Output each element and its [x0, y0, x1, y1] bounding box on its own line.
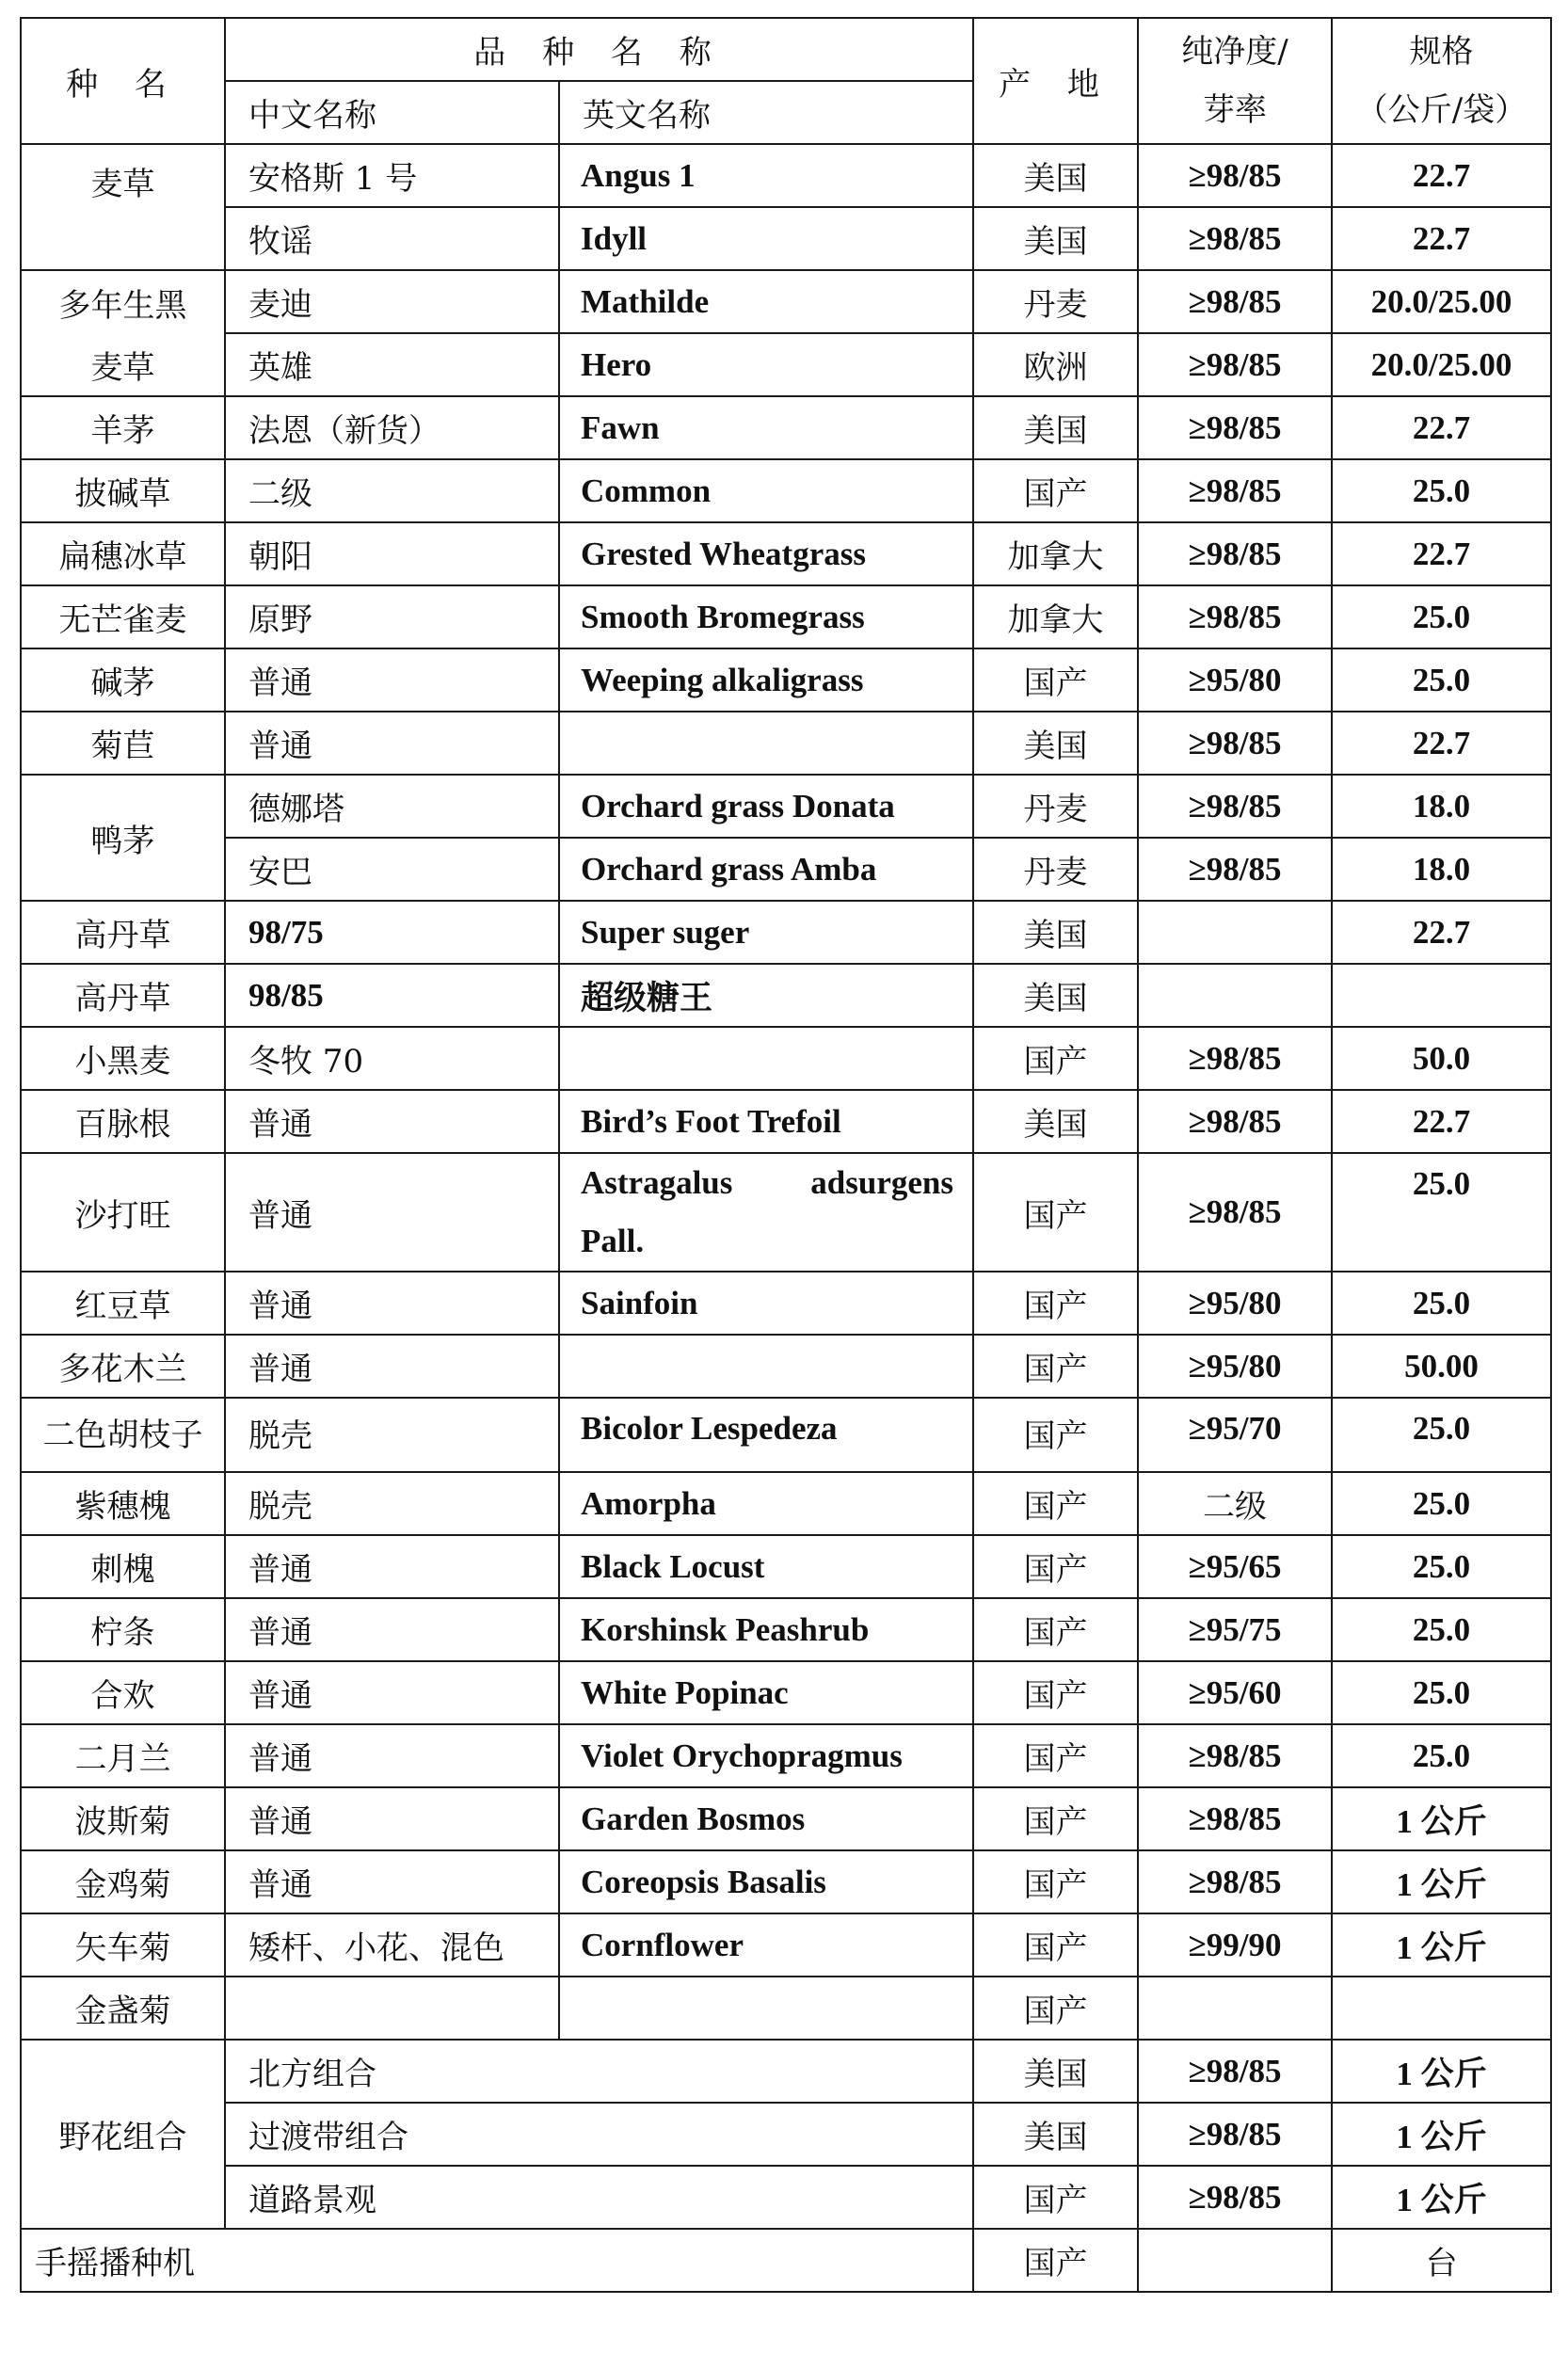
table-row [21, 964, 1551, 1027]
cn-name-cell: 安格斯 1 号 [225, 144, 559, 207]
origin-cell: 国产 [973, 1787, 1138, 1850]
purity-cell [1138, 964, 1332, 1027]
species-cell: 麦草 [21, 333, 225, 396]
species-cell: 菊苣 [21, 712, 225, 775]
en-name-cell: Astragalus adsurgens Pall. [559, 1153, 973, 1272]
purity-cell: ≥95/80 [1138, 1272, 1332, 1335]
cn-name-cell: 普通 [225, 1850, 559, 1913]
cn-name-cell: 普通 [225, 1090, 559, 1153]
cn-name-cell: 冬牧 70 [225, 1027, 559, 1090]
origin-cell: 美国 [973, 901, 1138, 964]
species-cell: 小黑麦 [21, 1027, 225, 1090]
species-cell: 披碱草 [21, 459, 225, 522]
species-cell: 合欢 [21, 1661, 225, 1724]
table-row [21, 712, 1551, 775]
en-name-cell [559, 1977, 973, 2040]
origin-cell: 国产 [973, 1398, 1138, 1472]
purity-cell: ≥98/85 [1138, 1724, 1332, 1787]
seed-price-table [20, 17, 1552, 2293]
species-cell: 碱茅 [21, 648, 225, 712]
spec-cell [1332, 964, 1551, 1027]
origin-cell: 国产 [973, 1977, 1138, 2040]
purity-cell: 二级 [1138, 1472, 1332, 1535]
purity-cell: ≥98/85 [1138, 144, 1332, 207]
purity-cell: ≥95/65 [1138, 1535, 1332, 1598]
table-row [21, 775, 1551, 838]
spec-cell: 25.0 [1332, 1724, 1551, 1787]
cn-name-cell: 德娜塔 [225, 775, 559, 838]
purity-cell [1138, 901, 1332, 964]
table-row [21, 2229, 1551, 2292]
origin-cell: 国产 [973, 1272, 1138, 1335]
spec-cell: 22.7 [1332, 207, 1551, 270]
purity-cell: ≥98/85 [1138, 1090, 1332, 1153]
origin-cell: 美国 [973, 964, 1138, 1027]
spec-cell: 1 公斤 [1332, 2166, 1551, 2229]
spec-cell: 22.7 [1332, 901, 1551, 964]
origin-cell: 国产 [973, 648, 1138, 712]
cn-name-cell: 普通 [225, 712, 559, 775]
en-name-cell: Grested Wheatgrass [559, 522, 973, 585]
table-row [21, 1398, 1551, 1472]
spec-cell: 22.7 [1332, 144, 1551, 207]
purity-cell: ≥98/85 [1138, 838, 1332, 901]
table-row [21, 1977, 1551, 2040]
spec-cell: 25.0 [1332, 1472, 1551, 1535]
origin-cell: 美国 [973, 1090, 1138, 1153]
table-row [21, 648, 1551, 712]
en-name-cell: Smooth Bromegrass [559, 585, 973, 648]
species-cell: 波斯菊 [21, 1787, 225, 1850]
purity-cell: ≥98/85 [1138, 1787, 1332, 1850]
origin-cell: 加拿大 [973, 585, 1138, 648]
table-row [21, 585, 1551, 648]
spec-cell: 1 公斤 [1332, 2103, 1551, 2166]
cn-name-cell: 脱壳 [225, 1398, 559, 1472]
purity-cell: ≥95/60 [1138, 1661, 1332, 1724]
purity-cell: ≥95/70 [1138, 1398, 1332, 1472]
purity-cell: ≥98/85 [1138, 2103, 1332, 2166]
header-purity [1138, 18, 1332, 144]
en-name-cell: Coreopsis Basalis [559, 1850, 973, 1913]
species-cell: 羊茅 [21, 396, 225, 459]
spec-cell: 25.0 [1332, 1153, 1551, 1272]
species-cell: 手摇播种机 [21, 2229, 973, 2292]
spec-cell: 25.0 [1332, 1398, 1551, 1472]
header-en-name: 英文名称 [559, 81, 973, 144]
cn-name-cell: 矮杆、小花、混色 [225, 1913, 559, 1977]
species-cell: 二色胡枝子 [21, 1398, 225, 1472]
cn-name-cell: 脱壳 [225, 1472, 559, 1535]
cn-name-cell: 普通 [225, 1153, 559, 1272]
table-row [21, 207, 1551, 270]
spec-cell: 1 公斤 [1332, 1850, 1551, 1913]
spec-cell: 18.0 [1332, 775, 1551, 838]
species-cell: 无芒雀麦 [21, 585, 225, 648]
species-cell: 鸭茅 [21, 775, 225, 901]
spec-cell: 1 公斤 [1332, 2040, 1551, 2103]
table-row [21, 333, 1551, 396]
spec-cell: 1 公斤 [1332, 1913, 1551, 1977]
table-row [21, 1027, 1551, 1090]
spec-cell: 25.0 [1332, 648, 1551, 712]
spec-cell: 50.0 [1332, 1027, 1551, 1090]
table-row [21, 1724, 1551, 1787]
en-name-cell: Angus 1 [559, 144, 973, 207]
origin-cell: 国产 [973, 459, 1138, 522]
cn-name-cell: 普通 [225, 1724, 559, 1787]
origin-cell: 丹麦 [973, 270, 1138, 333]
table-row [21, 1850, 1551, 1913]
spec-cell: 25.0 [1332, 1272, 1551, 1335]
en-name-cell [559, 712, 973, 775]
species-cell: 刺槐 [21, 1535, 225, 1598]
purity-cell: ≥98/85 [1138, 2040, 1332, 2103]
spec-cell: 20.0/25.00 [1332, 270, 1551, 333]
spec-cell: 22.7 [1332, 712, 1551, 775]
species-cell: 百脉根 [21, 1090, 225, 1153]
cn-name-cell: 普通 [225, 648, 559, 712]
origin-cell: 美国 [973, 2040, 1138, 2103]
header-cn-name: 中文名称 [225, 81, 559, 144]
spec-cell: 20.0/25.00 [1332, 333, 1551, 396]
cn-name-cell: 法恩（新货） [225, 396, 559, 459]
origin-cell: 美国 [973, 396, 1138, 459]
species-cell: 金盏菊 [21, 1977, 225, 2040]
purity-cell: ≥98/85 [1138, 396, 1332, 459]
cn-name-cell: 朝阳 [225, 522, 559, 585]
table-row [21, 2166, 1551, 2229]
origin-cell: 丹麦 [973, 775, 1138, 838]
table-row [21, 2103, 1551, 2166]
en-name-cell: Super suger [559, 901, 973, 964]
en-name-cell: Orchard grass Amba [559, 838, 973, 901]
table-row [21, 396, 1551, 459]
en-name-cell: Sainfoin [559, 1272, 973, 1335]
spec-cell: 50.00 [1332, 1335, 1551, 1398]
purity-cell: ≥98/85 [1138, 1027, 1332, 1090]
purity-cell: ≥98/85 [1138, 1153, 1332, 1272]
cn-name-cell: 北方组合 [225, 2040, 973, 2103]
origin-cell: 丹麦 [973, 838, 1138, 901]
en-name-cell: Hero [559, 333, 973, 396]
species-cell: 野花组合 [21, 2040, 225, 2229]
table-row [21, 459, 1551, 522]
cn-name-cell: 普通 [225, 1272, 559, 1335]
origin-cell: 美国 [973, 207, 1138, 270]
header-species: 种 名 [21, 18, 225, 144]
en-name-cell [559, 1027, 973, 1090]
table-header-row [21, 18, 1551, 81]
en-name-cell: Fawn [559, 396, 973, 459]
table-row [21, 1661, 1551, 1724]
origin-cell: 国产 [973, 1153, 1138, 1272]
cn-name-cell: 安巴 [225, 838, 559, 901]
origin-cell: 美国 [973, 712, 1138, 775]
cn-name-cell: 原野 [225, 585, 559, 648]
spec-cell: 25.0 [1332, 1661, 1551, 1724]
purity-cell: ≥95/75 [1138, 1598, 1332, 1661]
cn-name-cell: 98/75 [225, 901, 559, 964]
origin-cell: 国产 [973, 1598, 1138, 1661]
header-variety: 品 种 名 称 [225, 18, 973, 81]
cn-name-cell: 二级 [225, 459, 559, 522]
en-name-cell: Idyll [559, 207, 973, 270]
species-cell: 矢车菊 [21, 1913, 225, 1977]
species-cell: 二月兰 [21, 1724, 225, 1787]
en-name-cell: Orchard grass Donata [559, 775, 973, 838]
table-row [21, 522, 1551, 585]
table-row [21, 1335, 1551, 1398]
species-cell: 红豆草 [21, 1272, 225, 1335]
table-row [21, 270, 1551, 333]
header-spec-line2: （公斤/袋） [1355, 91, 1528, 129]
cn-name-cell: 98/85 [225, 964, 559, 1027]
species-cell: 扁穗冰草 [21, 522, 225, 585]
species-cell: 多年生黑 [21, 270, 225, 333]
cn-name-cell: 普通 [225, 1335, 559, 1398]
origin-cell: 美国 [973, 2103, 1138, 2166]
purity-cell: ≥95/80 [1138, 1335, 1332, 1398]
en-name-cell: Common [559, 459, 973, 522]
table-row [21, 144, 1551, 207]
en-name-cell: 超级糖王 [559, 964, 973, 1027]
species-cell: 金鸡菊 [21, 1850, 225, 1913]
purity-cell: ≥98/85 [1138, 712, 1332, 775]
origin-cell: 国产 [973, 1472, 1138, 1535]
table-row [21, 1272, 1551, 1335]
table-row [21, 1090, 1551, 1153]
origin-cell: 国产 [973, 1027, 1138, 1090]
species-cell: 高丹草 [21, 901, 225, 964]
spec-cell: 18.0 [1332, 838, 1551, 901]
cn-name-cell: 普通 [225, 1661, 559, 1724]
cn-name-cell: 普通 [225, 1787, 559, 1850]
table-row [21, 1598, 1551, 1661]
purity-cell: ≥98/85 [1138, 522, 1332, 585]
purity-cell: ≥99/90 [1138, 1913, 1332, 1977]
en-name-cell: Black Locust [559, 1535, 973, 1598]
species-cell: 柠条 [21, 1598, 225, 1661]
table-row [21, 901, 1551, 964]
origin-cell: 加拿大 [973, 522, 1138, 585]
origin-cell: 美国 [973, 144, 1138, 207]
spec-cell: 22.7 [1332, 396, 1551, 459]
purity-cell: ≥98/85 [1138, 207, 1332, 270]
cn-name-cell: 牧谣 [225, 207, 559, 270]
purity-cell: ≥95/80 [1138, 648, 1332, 712]
origin-cell: 国产 [973, 2166, 1138, 2229]
en-name-cell: Mathilde [559, 270, 973, 333]
species-cell: 沙打旺 [21, 1153, 225, 1272]
species-cell: 紫穗槐 [21, 1472, 225, 1535]
spec-cell: 1 公斤 [1332, 1787, 1551, 1850]
en-name-cell: Bird’s Foot Trefoil [559, 1090, 973, 1153]
origin-cell: 国产 [973, 1535, 1138, 1598]
en-name-cell: Amorpha [559, 1472, 973, 1535]
header-purity-line2: 芽率 [1203, 91, 1267, 129]
cn-name-cell: 普通 [225, 1535, 559, 1598]
species-cell: 高丹草 [21, 964, 225, 1027]
en-name-cell: Korshinsk Peashrub [559, 1598, 973, 1661]
en-name-cell: White Popinac [559, 1661, 973, 1724]
en-name-cell: Weeping alkaligrass [559, 648, 973, 712]
purity-cell: ≥98/85 [1138, 1850, 1332, 1913]
table-row [21, 1787, 1551, 1850]
species-cell: 多花木兰 [21, 1335, 225, 1398]
cn-name-cell: 英雄 [225, 333, 559, 396]
cn-name-cell: 道路景观 [225, 2166, 973, 2229]
header-purity-line1: 纯净度/ [1181, 33, 1288, 71]
origin-cell: 国产 [973, 1850, 1138, 1913]
table-row [21, 1472, 1551, 1535]
en-name-cell: Violet Orychopragmus [559, 1724, 973, 1787]
en-name-cell [559, 1335, 973, 1398]
spec-cell: 25.0 [1332, 1535, 1551, 1598]
origin-cell: 国产 [973, 1335, 1138, 1398]
table-row [21, 1153, 1551, 1272]
origin-cell: 国产 [973, 1661, 1138, 1724]
en-name-cell: Garden Bosmos [559, 1787, 973, 1850]
table-row [21, 838, 1551, 901]
purity-cell: ≥98/85 [1138, 333, 1332, 396]
purity-cell [1138, 2229, 1332, 2292]
species-cell: 麦草 [21, 144, 225, 270]
cn-name-cell: 麦迪 [225, 270, 559, 333]
cn-name-cell: 过渡带组合 [225, 2103, 973, 2166]
purity-cell: ≥98/85 [1138, 585, 1332, 648]
purity-cell: ≥98/85 [1138, 270, 1332, 333]
origin-cell: 国产 [973, 1913, 1138, 1977]
purity-cell: ≥98/85 [1138, 459, 1332, 522]
header-origin: 产 地 [973, 18, 1138, 144]
cn-name-cell [225, 1977, 559, 2040]
header-spec-line1: 规格 [1409, 33, 1474, 71]
spec-cell: 25.0 [1332, 459, 1551, 522]
spec-cell: 25.0 [1332, 585, 1551, 648]
spec-cell: 台 [1332, 2229, 1551, 2292]
table-row [21, 1913, 1551, 1977]
en-name-cell: Bicolor Lespedeza [559, 1398, 973, 1472]
table-row [21, 1535, 1551, 1598]
spec-cell: 22.7 [1332, 522, 1551, 585]
origin-cell: 国产 [973, 1724, 1138, 1787]
header-spec [1332, 18, 1551, 144]
spec-cell: 25.0 [1332, 1598, 1551, 1661]
table-row [21, 2040, 1551, 2103]
spec-cell: 22.7 [1332, 1090, 1551, 1153]
purity-cell [1138, 1977, 1332, 2040]
cn-name-cell: 普通 [225, 1598, 559, 1661]
purity-cell: ≥98/85 [1138, 775, 1332, 838]
en-name-cell: Cornflower [559, 1913, 973, 1977]
origin-cell: 国产 [973, 2229, 1138, 2292]
origin-cell: 欧洲 [973, 333, 1138, 396]
spec-cell [1332, 1977, 1551, 2040]
purity-cell: ≥98/85 [1138, 2166, 1332, 2229]
